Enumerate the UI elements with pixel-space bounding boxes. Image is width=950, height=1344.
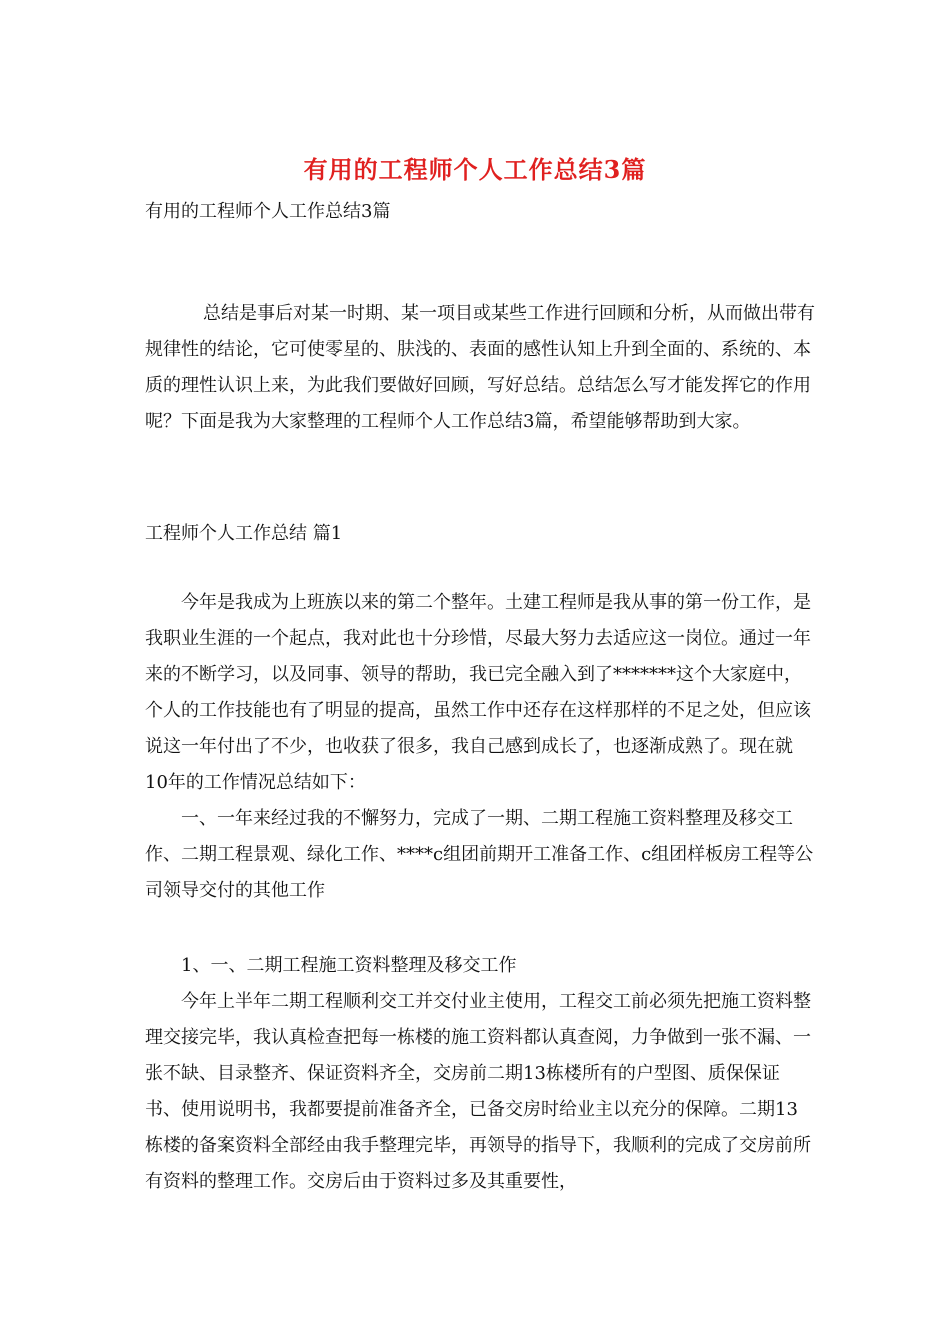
body-paragraph: 今年是我成为上班族以来的第二个整年。土建工程师是我从事的第一份工作，是我职业生涯的一个起点，我对此也十分珍惜，尽最大努力去适应这一岗位。通过一年来的不断学习，以及同事、领导的帮助，我已完全融入到了*******这个大家庭中，个人的工作技能也有了明显的提高，虽然工作中还存在这样那样的不足之处，但应该说这一年付出了不少，也收获了很多，我自己感到成长了，也逐渐成熟了。现在就10年的工作情况总结如下：: [145, 592, 811, 793]
document-title: 有用的工程师个人工作总结3篇: [303, 155, 647, 184]
subsection-heading: 1、一、二期工程施工资料整理及移交工作: [181, 955, 517, 976]
intro-paragraph: 总结是事后对某一时期、某一项目或某些工作进行回顾和分析，从而做出带有规律性的结论，它可使零星的、肤浅的、表面的感性认知上升到全面的、系统的、本质的理性认识上来，为此我们要做好回顾，写好总结。总结怎么写才能发挥它的作用呢？下面是我为大家整理的工程师个人工作总结3篇，希望能够帮助到大家。: [145, 303, 815, 432]
document-subtitle: 有用的工程师个人工作总结3篇: [145, 201, 391, 222]
section-heading: 工程师个人工作总结 篇1: [145, 523, 343, 544]
body-paragraph: 今年上半年二期工程顺利交工并交付业主使用，工程交工前必须先把施工资料整理交接完毕，我认真检查把每一栋楼的施工资料都认真查阅，力争做到一张不漏、一张不缺、目录整齐、保证资料齐全，交房前二期13栋楼所有的户型图、质保保证书、使用说明书，我都要提前准备齐全，已备交房时给业主以充分的保障。二期13栋楼的备案资料全部经由我手整理完毕，再领导的指导下，我顺利的完成了交房前所有资料的整理工作。交房后由于资料过多及其重要性，: [145, 991, 811, 1192]
section1-body: [145, 585, 815, 909]
intro-section: [145, 296, 815, 440]
subsection1-body: [145, 948, 815, 1200]
body-paragraph: 一、一年来经过我的不懈努力，完成了一期、二期工程施工资料整理及移交工作、二期工程景观、绿化工作、****c组团前期开工准备工作、c组团样板房工程等公司领导交付的其他工作: [145, 808, 814, 901]
